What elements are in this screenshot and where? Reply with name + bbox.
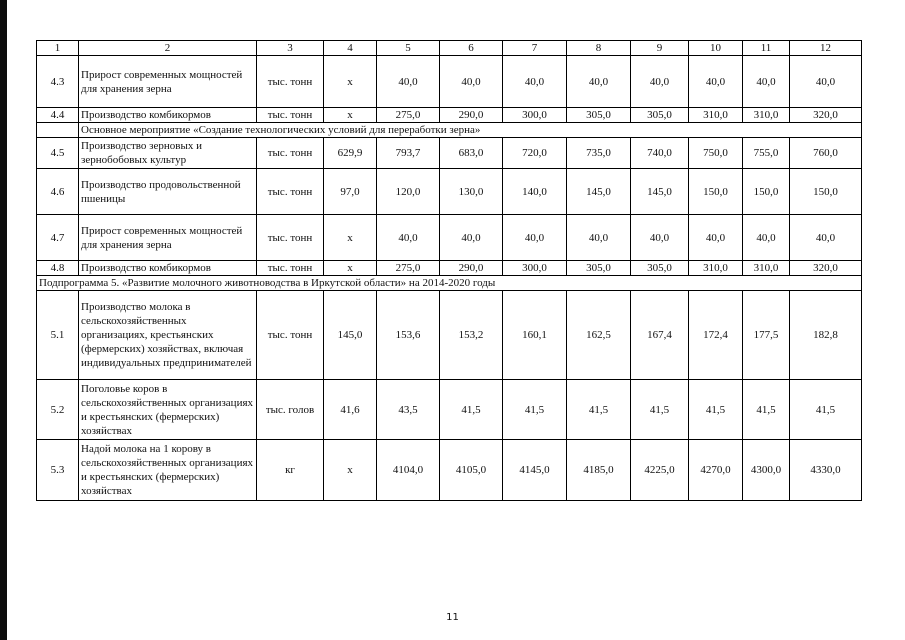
value-cell: 305,0 xyxy=(567,261,631,276)
value-cell: 40,0 xyxy=(377,215,440,261)
indicator-name: Поголовье коров в сельскохозяйственных организациях и крестьянских (фермерских) хозяйствах xyxy=(79,380,257,440)
table-row xyxy=(37,56,862,108)
indicator-name: Производство зерновых и зернобобовых культур xyxy=(79,138,257,169)
row-number: 4.6 xyxy=(37,169,79,215)
empty-cell xyxy=(37,123,79,138)
value-cell: 40,0 xyxy=(743,56,790,108)
value-cell: х xyxy=(324,261,377,276)
value-cell: 305,0 xyxy=(631,261,689,276)
value-cell: 130,0 xyxy=(440,169,503,215)
value-cell: 275,0 xyxy=(377,261,440,276)
value-cell: 182,8 xyxy=(790,291,862,380)
value-cell: 150,0 xyxy=(689,169,743,215)
value-cell: 4105,0 xyxy=(440,440,503,501)
value-cell: 40,0 xyxy=(689,215,743,261)
value-cell: 41,6 xyxy=(324,380,377,440)
value-cell: 4104,0 xyxy=(377,440,440,501)
scan-edge xyxy=(0,0,7,640)
column-header: 5 xyxy=(377,41,440,56)
table-row xyxy=(37,380,862,440)
value-cell: 145,0 xyxy=(631,169,689,215)
unit-of-measure: кг xyxy=(257,440,324,501)
row-number: 4.7 xyxy=(37,215,79,261)
unit-of-measure: тыс. тонн xyxy=(257,261,324,276)
value-cell: 41,5 xyxy=(440,380,503,440)
value-cell: 310,0 xyxy=(743,108,790,123)
value-cell: 41,5 xyxy=(743,380,790,440)
value-cell: 300,0 xyxy=(503,108,567,123)
value-cell: 41,5 xyxy=(689,380,743,440)
unit-of-measure: тыс. тонн xyxy=(257,215,324,261)
table-row xyxy=(37,440,862,501)
value-cell: 305,0 xyxy=(631,108,689,123)
column-header: 10 xyxy=(689,41,743,56)
value-cell: 40,0 xyxy=(567,56,631,108)
row-number: 4.5 xyxy=(37,138,79,169)
unit-of-measure: тыс. тонн xyxy=(257,138,324,169)
value-cell: 40,0 xyxy=(631,56,689,108)
value-cell: 320,0 xyxy=(790,261,862,276)
value-cell: 40,0 xyxy=(567,215,631,261)
value-cell: 320,0 xyxy=(790,108,862,123)
indicator-name: Производство молока в сельскохозяйственных организациях, крестьянских (фермерских) хозяйствах, включая индивидуальных предпринимателей xyxy=(79,291,257,380)
column-header: 6 xyxy=(440,41,503,56)
value-cell: 41,5 xyxy=(503,380,567,440)
value-cell: х xyxy=(324,108,377,123)
value-cell: 172,4 xyxy=(689,291,743,380)
column-header: 12 xyxy=(790,41,862,56)
value-cell: 153,2 xyxy=(440,291,503,380)
value-cell: 145,0 xyxy=(324,291,377,380)
unit-of-measure: тыс. тонн xyxy=(257,108,324,123)
value-cell: 735,0 xyxy=(567,138,631,169)
column-header: 8 xyxy=(567,41,631,56)
value-cell: 40,0 xyxy=(503,215,567,261)
table-row xyxy=(37,291,862,380)
value-cell: 683,0 xyxy=(440,138,503,169)
value-cell: 150,0 xyxy=(790,169,862,215)
value-cell: 4330,0 xyxy=(790,440,862,501)
value-cell: 629,9 xyxy=(324,138,377,169)
row-number: 4.4 xyxy=(37,108,79,123)
value-cell: 310,0 xyxy=(689,108,743,123)
value-cell: 40,0 xyxy=(631,215,689,261)
column-header: 3 xyxy=(257,41,324,56)
table-row xyxy=(37,138,862,169)
subheading: Основное мероприятие «Создание технологических условий для переработки зерна» xyxy=(79,123,862,138)
value-cell: 97,0 xyxy=(324,169,377,215)
value-cell: 40,0 xyxy=(790,56,862,108)
value-cell: 750,0 xyxy=(689,138,743,169)
row-number: 4.3 xyxy=(37,56,79,108)
value-cell: 41,5 xyxy=(631,380,689,440)
value-cell: 177,5 xyxy=(743,291,790,380)
indicator-name: Производство продовольственной пшеницы xyxy=(79,169,257,215)
indicator-name: Прирост современных мощностей для хранения зерна xyxy=(79,215,257,261)
value-cell: 160,1 xyxy=(503,291,567,380)
subheading-row xyxy=(37,123,862,138)
value-cell: 310,0 xyxy=(689,261,743,276)
value-cell: х xyxy=(324,56,377,108)
page-number: 11 xyxy=(446,612,459,623)
value-cell: 41,5 xyxy=(567,380,631,440)
column-header: 1 xyxy=(37,41,79,56)
value-cell: 40,0 xyxy=(440,215,503,261)
row-number: 5.2 xyxy=(37,380,79,440)
indicator-name: Производство комбикормов xyxy=(79,108,257,123)
value-cell: 41,5 xyxy=(790,380,862,440)
value-cell: 120,0 xyxy=(377,169,440,215)
value-cell: 153,6 xyxy=(377,291,440,380)
value-cell: 4185,0 xyxy=(567,440,631,501)
value-cell: 305,0 xyxy=(567,108,631,123)
value-cell: 40,0 xyxy=(503,56,567,108)
table-row xyxy=(37,169,862,215)
indicators-table xyxy=(36,40,862,501)
unit-of-measure: тыс. тонн xyxy=(257,56,324,108)
value-cell: 145,0 xyxy=(567,169,631,215)
unit-of-measure: тыс. тонн xyxy=(257,291,324,380)
unit-of-measure: тыс. тонн xyxy=(257,169,324,215)
indicator-name: Производство комбикормов xyxy=(79,261,257,276)
value-cell: 4225,0 xyxy=(631,440,689,501)
section-heading-row xyxy=(37,276,862,291)
value-cell: 43,5 xyxy=(377,380,440,440)
value-cell: 290,0 xyxy=(440,108,503,123)
value-cell: 40,0 xyxy=(377,56,440,108)
value-cell: 40,0 xyxy=(689,56,743,108)
value-cell: 275,0 xyxy=(377,108,440,123)
value-cell: 140,0 xyxy=(503,169,567,215)
header-row xyxy=(37,41,862,56)
value-cell: 40,0 xyxy=(790,215,862,261)
value-cell: 162,5 xyxy=(567,291,631,380)
value-cell: 740,0 xyxy=(631,138,689,169)
value-cell: 310,0 xyxy=(743,261,790,276)
value-cell: 150,0 xyxy=(743,169,790,215)
value-cell: 300,0 xyxy=(503,261,567,276)
value-cell: 755,0 xyxy=(743,138,790,169)
column-header: 11 xyxy=(743,41,790,56)
value-cell: 4270,0 xyxy=(689,440,743,501)
row-number: 5.1 xyxy=(37,291,79,380)
value-cell: 167,4 xyxy=(631,291,689,380)
value-cell: 760,0 xyxy=(790,138,862,169)
column-header: 2 xyxy=(79,41,257,56)
indicator-name: Прирост современных мощностей для хранения зерна xyxy=(79,56,257,108)
column-header: 4 xyxy=(324,41,377,56)
value-cell: х xyxy=(324,215,377,261)
table-row xyxy=(37,261,862,276)
section-heading: Подпрограмма 5. «Развитие молочного животноводства в Иркутской области» на 2014-2020 годы xyxy=(37,276,862,291)
value-cell: 290,0 xyxy=(440,261,503,276)
value-cell: 40,0 xyxy=(743,215,790,261)
unit-of-measure: тыс. голов xyxy=(257,380,324,440)
indicator-name: Надой молока на 1 корову в сельскохозяйственных организациях и крестьянских (фермерских) хозяйствах xyxy=(79,440,257,501)
column-header: 9 xyxy=(631,41,689,56)
value-cell: х xyxy=(324,440,377,501)
value-cell: 40,0 xyxy=(440,56,503,108)
column-header: 7 xyxy=(503,41,567,56)
value-cell: 4300,0 xyxy=(743,440,790,501)
table-row xyxy=(37,215,862,261)
value-cell: 4145,0 xyxy=(503,440,567,501)
table-row xyxy=(37,108,862,123)
row-number: 5.3 xyxy=(37,440,79,501)
row-number: 4.8 xyxy=(37,261,79,276)
value-cell: 720,0 xyxy=(503,138,567,169)
value-cell: 793,7 xyxy=(377,138,440,169)
